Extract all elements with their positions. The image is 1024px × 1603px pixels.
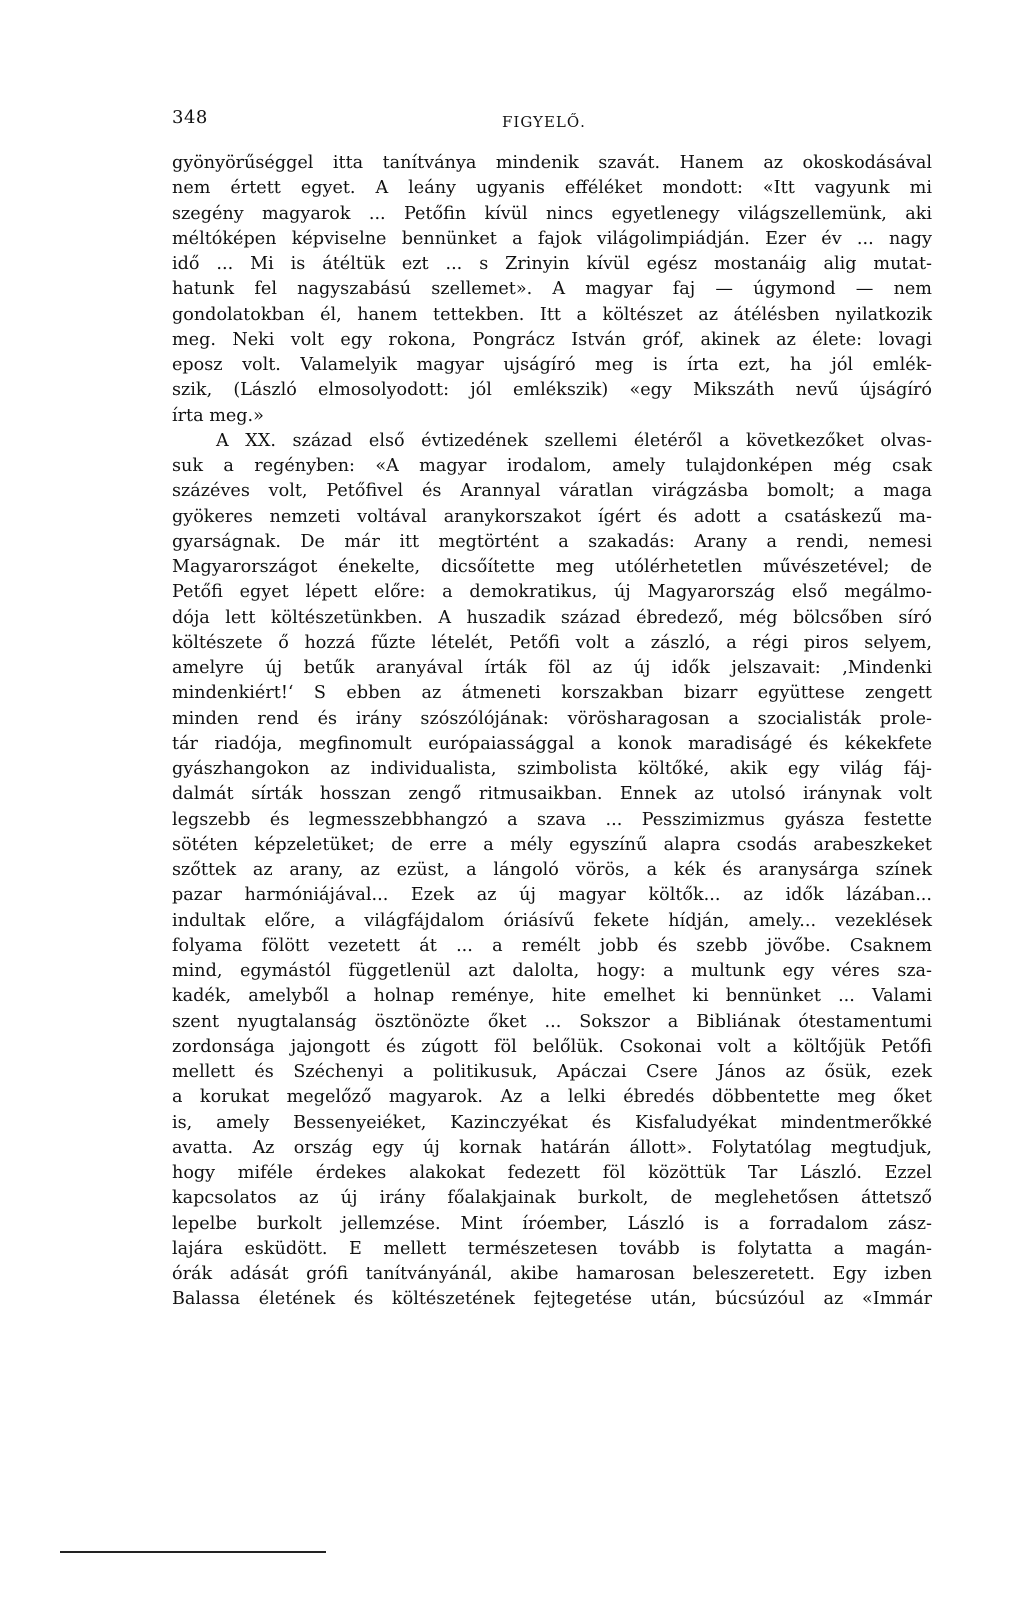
text-line: szent nyugtalanság ösztönözte őket ... Sokszor a Bibliának ótestamentumi: [172, 1011, 932, 1032]
text-line: szegény magyarok ... Petőfin kívül nincs egyetlenegy világszellemünk, aki: [172, 203, 932, 224]
text-line: A XX. század első évtizedének szellemi életéről a következőket olvas-: [216, 430, 932, 451]
text-line: amelyre új betűk aranyával írták föl az új idők jelszavait: ‚Mindenki: [172, 658, 932, 678]
text-line: lajára esküdött. E mellett természetesen tovább is folytatta a magán-: [172, 1238, 932, 1259]
text-line: hogy miféle érdekes alakokat fedezett föl közöttük Tar László. Ezzel: [172, 1163, 932, 1183]
text-line: folyama fölött vezetett át ... a remélt jobb és szebb jövőbe. Csaknem: [172, 935, 932, 956]
text-line: eposz volt. Valamelyik magyar ujságíró meg is írta ezt, ha jól emlék-: [172, 355, 932, 375]
text-line: indultak előre, a világfájdalom óriásívű fekete hídján, amely... vezeklések: [172, 910, 932, 931]
text-line: nem értett egyet. A leány ugyanis efféléket mondott: «Itt vagyunk mi: [172, 178, 932, 199]
text-line: gyászhangokon az individualista, szimbolista költőké, akik egy világ fáj-: [172, 759, 932, 779]
text-line: gyarságnak. De már itt megtörtént a szakadás: Arany a rendi, nemesi: [172, 531, 932, 552]
text-line: tár riadója, megfinomult európaiassággal a konok maradiságé és kékekfete: [172, 733, 932, 754]
text-line: költészete ő hozzá fűzte lételét, Petőfi volt a zászló, a régi piros selyem,: [172, 632, 932, 653]
text-line: gyönyörűséggel itta tanítványa mindenik szavát. Hanem az okoskodásával: [172, 153, 932, 173]
text-line: mind, egymástól függetlenül azt dalolta, hogy: a multunk egy véres sza-: [172, 961, 932, 981]
text-line: gondolatokban él, hanem tettekben. Itt a költészet az átélésben nyilatkozik: [172, 304, 932, 325]
text-line: órák adását grófi tanítványánál, akibe hamarosan beleszeretett. Egy izben: [172, 1264, 932, 1284]
running-title: FIGYELŐ.: [502, 113, 586, 131]
text-line: legszebb és legmesszebbhangzó a szava ... Pesszimizmus gyásza festette: [172, 809, 932, 830]
text-line: dója lett költészetünkben. A huszadik század ébredező, még bölcsőben síró: [172, 607, 932, 628]
text-line: Balassa életének és költészetének fejtegetése után, búcsúzóul az «Immár: [172, 1289, 932, 1310]
text-line: Petőfi egyet lépett előre: a demokratikus, új Magyarország első megálmo-: [172, 582, 932, 603]
text-line: zordonsága jajongott és zúgott föl belőlük. Csokonai volt a költőjük Petőfi: [172, 1036, 932, 1057]
text-line: hatunk fel nagyszabású szellemet». A magyar faj — úgymond — nem: [172, 279, 932, 300]
text-line: minden rend és irány szószólójának: vörösharagosan a szocialisták prole-: [172, 708, 932, 729]
body-text: [172, 151, 932, 1313]
text-line: írta meg.»: [172, 405, 264, 426]
text-line: meg. Neki volt egy rokona, Pongrácz István gróf, akinek az élete: lovagi: [172, 329, 932, 350]
text-line: gyökeres nemzeti voltával aranykorszakot ígért és adott a csatáskezű ma-: [172, 506, 932, 527]
text-line: kadék, amelyből a holnap reménye, hite emelhet ki bennünket ... Valami: [172, 986, 932, 1007]
text-line: a korukat megelőző magyarok. Az a lelki ébredés döbbentette meg őket: [172, 1087, 932, 1108]
text-line: pazar harmóniájával... Ezek az új magyar költők... az idők lázában...: [172, 885, 932, 906]
text-line: mellett és Széchenyi a politikusuk, Apáczai Csere János az ősük, ezek: [172, 1062, 932, 1082]
text-line: méltóképen képviselne bennünket a fajok világolimpiádján. Ezer év ... nagy: [172, 228, 932, 249]
text-line: avatta. Az ország egy új kornak határán állott». Folytatólag megtudjuk,: [172, 1137, 932, 1158]
text-line: is, amely Bessenyeiéket, Kazinczyékat és Kisfaludyékat mindentmerőkké: [172, 1112, 932, 1133]
text-line: mindenkiért!‘ S ebben az átmeneti korszakban bizarr együttese zengett: [172, 683, 932, 704]
text-line: lepelbe burkolt jellemzése. Mint íróember, László is a forradalom zász-: [172, 1213, 932, 1234]
page-number: 348: [172, 107, 208, 128]
text-line: suk a regényben: «A magyar irodalom, amely tulajdonképen még csak: [172, 456, 932, 476]
footer-rule: [60, 1551, 326, 1553]
text-line: kapcsolatos az új irány főalakjainak burkolt, de meglehetősen áttetsző: [172, 1188, 932, 1209]
text-line: százéves volt, Petőfivel és Arannyal váratlan virágzásba bomolt; a maga: [172, 481, 932, 502]
text-line: idő ... Mi is átéltük ezt ... s Zrinyin kívül egész mostanáig alig mutat-: [172, 254, 932, 274]
text-line: szik, (László elmosolyodott: jól emlékszik) «egy Mikszáth nevű újságíró: [172, 380, 932, 401]
text-line: Magyarországot énekelte, dicsőítette meg utólérhetetlen művészetével; de: [172, 557, 932, 577]
text-line: sötéten képzeletüket; de erre a mély egyszínű alapra csodás arabeszkeket: [172, 834, 932, 855]
text-line: dalmát sírták hosszan zengő ritmusaikban. Ennek az utolsó iránynak volt: [172, 784, 932, 805]
text-line: szőttek az arany, az ezüst, a lángoló vörös, a kék és aranysárga színek: [172, 860, 932, 880]
